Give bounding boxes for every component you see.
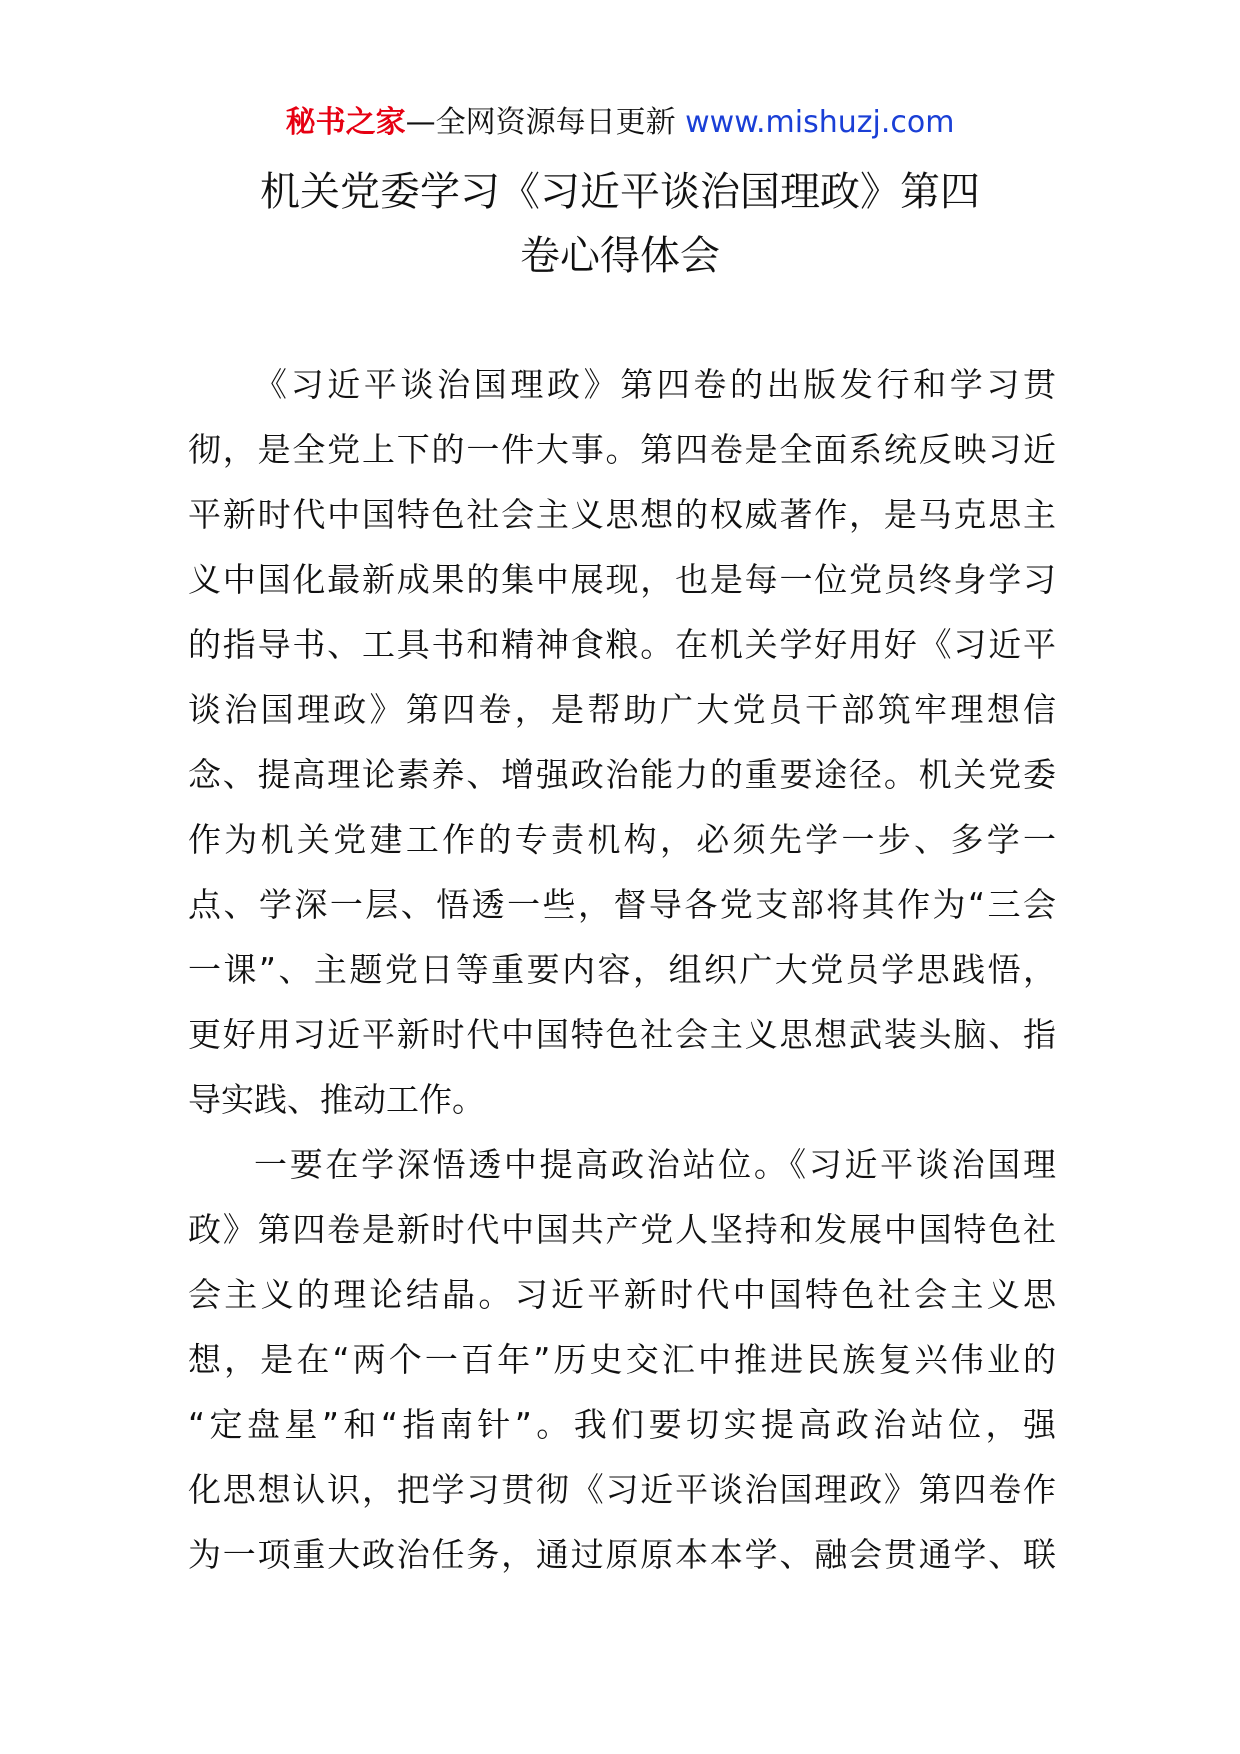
text-line: 念、提高理论素养、增强政治能力的重要途径。机关党委: [188, 755, 1056, 794]
header-tagline: —全网资源每日更新: [405, 105, 686, 140]
document-body: [188, 352, 1056, 1587]
paragraph: [188, 352, 1056, 1132]
paragraph: [188, 1132, 1056, 1587]
text-line: 的指导书、工具书和精神食粮。在机关学好用好《习近平: [188, 625, 1056, 664]
text-line: 点、学深一层、悟透一些，督导各党支部将其作为“三会: [188, 885, 1056, 924]
text-line: 更好用习近平新时代中国特色社会主义思想武装头脑、指: [188, 1015, 1056, 1054]
brand-name: 秘书之家: [285, 105, 406, 140]
text-line: 作为机关党建工作的专责机构，必须先学一步、多学一: [188, 820, 1056, 859]
text-line: 彻，是全党上下的一件大事。第四卷是全面系统反映习近: [188, 430, 1056, 469]
text-line: 会主义的理论结晶。习近平新时代中国特色社会主义思: [188, 1275, 1056, 1314]
text-line: 化思想认识，把学习贯彻《习近平谈治国理政》第四卷作: [188, 1470, 1056, 1509]
text-line: 一要在学深悟透中提高政治站位。《习近平谈治国理: [254, 1145, 1056, 1184]
text-line: 政》第四卷是新时代中国共产党人坚持和发展中国特色社: [188, 1210, 1056, 1249]
text-line: 导实践、推动工作。: [188, 1080, 485, 1119]
title-line: 卷心得体会: [520, 233, 720, 279]
site-header: [0, 100, 1240, 146]
text-line: 一课”、主题党日等重要内容，组织广大党员学思践悟，: [188, 950, 1056, 989]
text-line: 《习近平谈治国理政》第四卷的出版发行和学习贯: [254, 365, 1056, 404]
text-line: 义中国化最新成果的集中展现，也是每一位党员终身学习: [188, 560, 1056, 599]
document-title: [0, 160, 1240, 288]
title-line: 机关党委学习《习近平谈治国理政》第四: [260, 169, 980, 215]
text-line: 想，是在“两个一百年”历史交汇中推进民族复兴伟业的: [188, 1340, 1056, 1379]
text-line: 谈治国理政》第四卷，是帮助广大党员干部筑牢理想信: [188, 690, 1056, 729]
text-line: 为一项重大政治任务，通过原原本本学、融会贯通学、联: [188, 1535, 1056, 1574]
text-line: 平新时代中国特色社会主义思想的权威著作，是马克思主: [188, 495, 1056, 534]
site-url-link[interactable]: www.mishuzj.com: [685, 105, 955, 140]
text-line: “定盘星”和“指南针”。我们要切实提高政治站位，强: [188, 1405, 1056, 1444]
